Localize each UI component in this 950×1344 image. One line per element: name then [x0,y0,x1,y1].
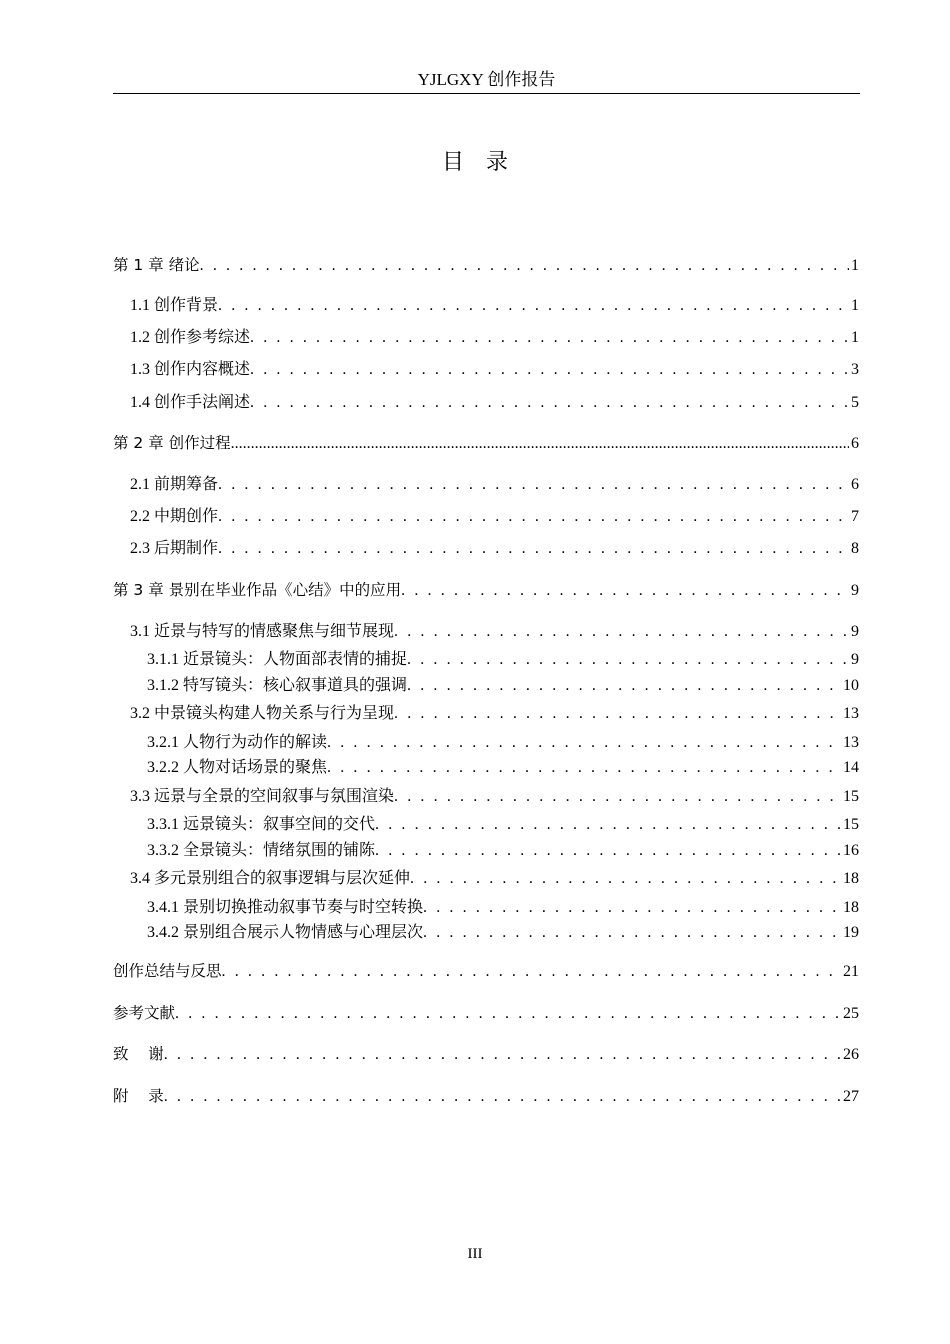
dot-leader [250,327,849,349]
toc-entry-text: 3.2.2 人物对话场景的聚焦 [147,759,328,776]
toc-entry-text: 第 3 章 景别在毕业作品《心结》中的应用 [113,581,402,599]
toc-section-3-2[interactable] [130,703,859,725]
toc-entry-text: 3.3.1 远景镜头：叙事空间的交代 [147,816,376,833]
toc-entry-text: 2.3 后期制作 [130,540,219,557]
toc-entry-text: 3.3 远景与全景的空间叙事与氛围渲染 [130,788,395,805]
toc-entry-text: 1.4 创作手法阐述 [130,394,251,411]
dot-leader [375,840,841,862]
toc-page-number: 13 [843,705,859,722]
toc-entry-text: 1.2 创作参考综述 [130,329,251,346]
toc-page-number: 15 [843,788,859,805]
toc-entry-text: 3.4 多元景别组合的叙事逻辑与层次延伸 [130,870,411,887]
toc-subsection-3-3-1[interactable] [147,814,859,836]
toc-subsection-3-2-2[interactable] [147,757,859,779]
toc-page-number: 6 [851,435,859,452]
toc-subsection-3-4-1[interactable] [147,897,859,919]
toc-page-number: 7 [851,508,859,525]
toc-section-2-2[interactable] [130,506,859,528]
toc-appendix[interactable] [113,1085,859,1108]
toc-entry-text: 致 谢 [113,1045,164,1063]
toc-page-number: 25 [843,1005,859,1022]
dot-leader [394,621,849,643]
toc-entry-text: 2.2 中期创作 [130,508,219,525]
toc-page-number: 9 [851,651,859,668]
dot-leader [218,538,849,560]
toc-page-number: 13 [843,734,859,751]
toc-references[interactable] [113,1002,859,1025]
toc-section-1-1[interactable] [130,295,859,317]
toc-section-1-2[interactable] [130,327,859,349]
toc-entry-text: 参考文献 [113,1004,176,1022]
toc-page-number: 27 [843,1088,859,1105]
toc-page-number: 15 [843,816,859,833]
dot-leader [423,922,841,944]
toc-entry-text: 3.1.2 特写镜头：核心叙事道具的强调 [147,677,408,694]
toc-chapter-3[interactable] [113,579,859,602]
dot-leader [175,1003,841,1025]
toc-entry-text: 3.4.1 景别切换推动叙事节奏与时空转换 [147,899,424,916]
toc-page-number: 1 [851,297,859,314]
toc-section-3-4[interactable] [130,868,859,890]
toc-entry-text: 3.4.2 景别组合展示人物情感与心理层次 [147,924,424,941]
toc-entry-text: 3.2 中景镜头构建人物关系与行为呈现 [130,705,395,722]
dot-leader [250,359,849,381]
dot-leader [401,580,849,602]
dot-leader [375,814,841,836]
toc-entry-text: 3.1 近景与特写的情感聚焦与细节展现 [130,623,395,640]
toc-chapter-2[interactable] [113,432,859,455]
toc-title: 目录 [441,150,530,175]
toc-section-1-4[interactable] [130,392,859,414]
dot-leader [164,1044,841,1066]
toc-entry-text: 第 2 章 创作过程 [113,434,231,452]
dot-leader [200,255,849,277]
toc-page-number: 1 [851,329,859,346]
toc-page-number: 8 [851,540,859,557]
dot-leader [394,703,841,725]
dot-leader [327,732,841,754]
toc-summary[interactable] [113,960,859,983]
toc-subsection-3-2-1[interactable] [147,732,859,754]
toc-page-number: 26 [843,1046,859,1063]
toc-page-number: 16 [843,842,859,859]
dot-leader [407,675,841,697]
page-footer-number: III [467,1246,483,1262]
toc-chapter-1[interactable] [113,254,859,277]
toc-section-2-1[interactable] [130,474,859,496]
toc-subsection-3-3-2[interactable] [147,840,859,862]
toc-entry-text: 第 1 章 绪论 [113,256,200,274]
dot-leader [327,757,841,779]
dot-leader [231,433,849,455]
toc-section-3-1[interactable] [130,621,859,643]
toc-section-2-3[interactable] [130,538,859,560]
toc-section-1-3[interactable] [130,359,859,381]
toc-entry-text: 3.1.1 近景镜头：人物面部表情的捕捉 [147,651,408,668]
dot-leader [410,868,841,890]
toc-page-number: 6 [851,476,859,493]
toc-entry-text: 3.3.2 全景镜头：情绪氛围的铺陈 [147,842,376,859]
dot-leader [164,1086,841,1108]
toc-subsection-3-1-1[interactable] [147,649,859,671]
toc-page-number: 18 [843,870,859,887]
toc-entry-text: 创作总结与反思 [113,962,222,980]
toc-page-number: 5 [851,394,859,411]
toc-subsection-3-1-2[interactable] [147,675,859,697]
toc-entry-text: 1.3 创作内容概述 [130,361,251,378]
header-rule [113,93,860,94]
toc-page-number: 9 [851,582,859,599]
toc-acknowledgements[interactable] [113,1043,859,1066]
dot-leader [394,786,841,808]
toc-page-number: 18 [843,899,859,916]
toc-page-number: 14 [843,759,859,776]
dot-leader [218,474,849,496]
toc-page-number: 1 [851,257,859,274]
page-header: YJLGXY 创作报告 [417,70,556,89]
dot-leader [222,961,841,983]
dot-leader [250,392,849,414]
dot-leader [407,649,849,671]
dot-leader [218,506,849,528]
toc-page-number: 9 [851,623,859,640]
dot-leader [218,295,849,317]
toc-entry-text: 3.2.1 人物行为动作的解读 [147,734,328,751]
toc-entry-text: 1.1 创作背景 [130,297,219,314]
toc-page-number: 19 [843,924,859,941]
toc-page-number: 3 [851,361,859,378]
dot-leader [423,897,841,919]
toc-entry-text: 附 录 [113,1087,164,1105]
toc-page-number: 10 [843,677,859,694]
toc-page-number: 21 [843,963,859,980]
toc-subsection-3-4-2[interactable] [147,922,859,944]
toc-section-3-3[interactable] [130,786,859,808]
toc-entry-text: 2.1 前期筹备 [130,476,219,493]
